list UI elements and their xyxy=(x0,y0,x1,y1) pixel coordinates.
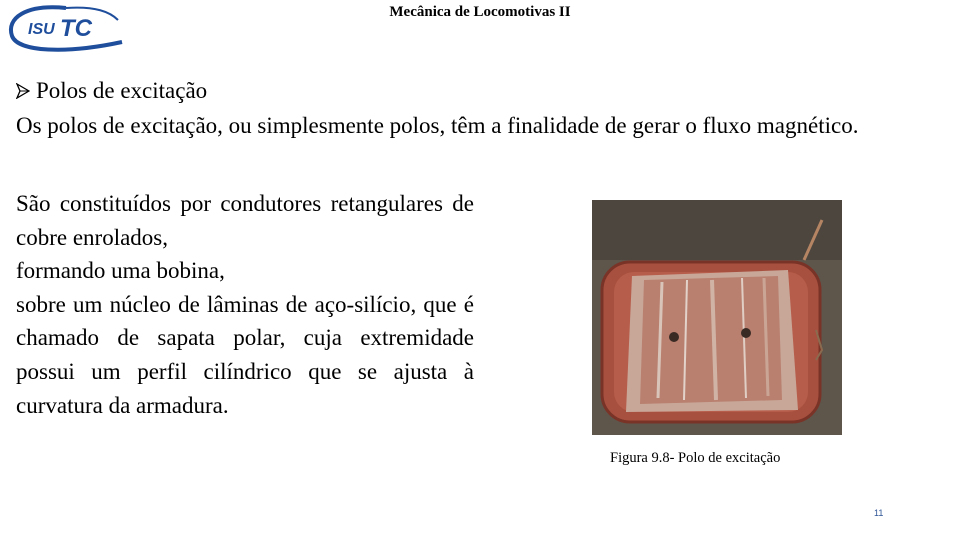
page-title: Mecânica de Locomotivas II xyxy=(389,4,571,20)
body-paragraph xyxy=(16,187,474,422)
page-number: 11 xyxy=(874,508,884,518)
paragraph-line: São constituídos por condutores retangulares de cobre enrolados, xyxy=(16,191,474,250)
intro-paragraph: Os polos de excitação, ou simplesmente polos, têm a finalidade de gerar o fluxo magnético. xyxy=(16,113,859,138)
bullet-heading: Polos de excitação xyxy=(36,78,208,103)
paragraph-line: sobre um núcleo de lâminas de aço-silício, que é chamado de sapata polar, cuja extremidade possui um perfil cilíndrico que se ajusta à curvatura da armadura. xyxy=(16,291,474,418)
figure-caption: Figura 9.8- Polo de excitação xyxy=(610,450,781,466)
svg-text:TC: TC xyxy=(60,15,92,42)
bullet-heading-row xyxy=(16,76,207,106)
pole-photo xyxy=(592,200,842,435)
svg-text:ISU: ISU xyxy=(28,21,55,38)
arrow-bullet-icon xyxy=(16,83,30,99)
paragraph-line: formando uma bobina, xyxy=(16,258,225,284)
